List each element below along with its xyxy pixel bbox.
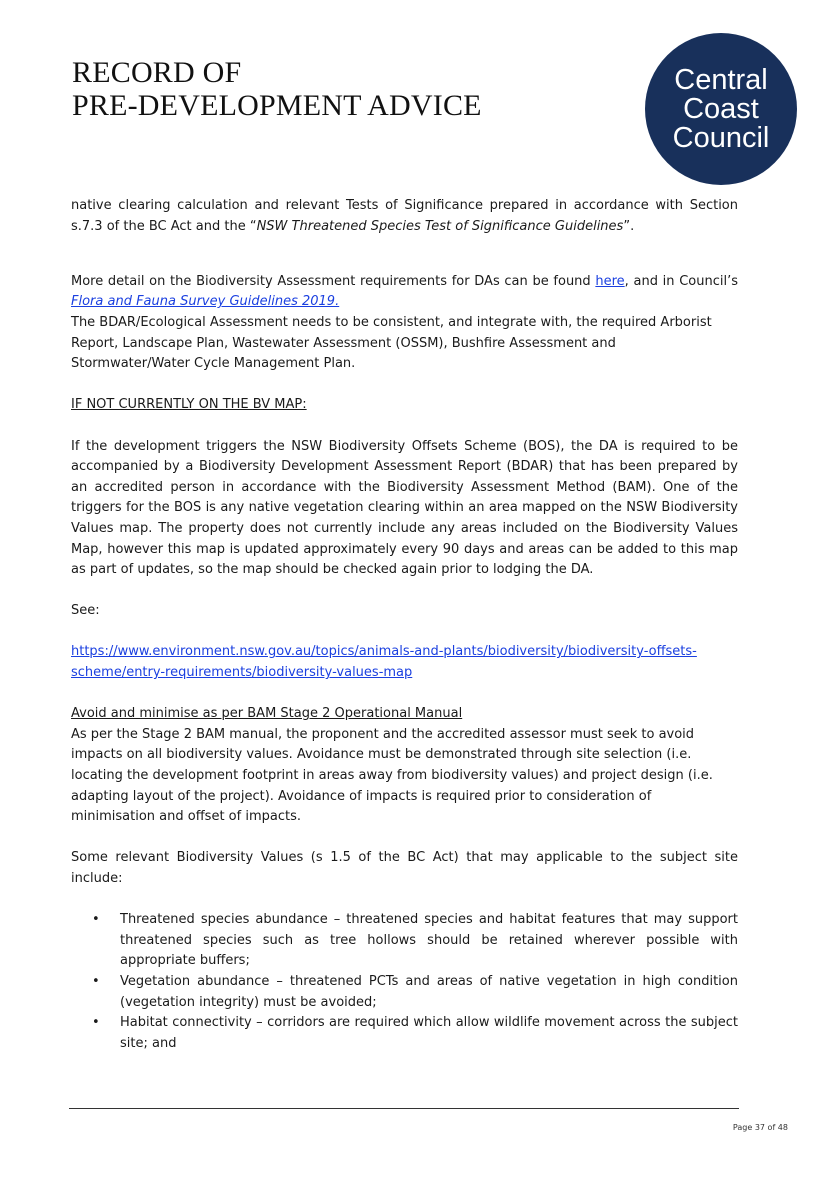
list-item — [71, 910, 738, 972]
logo-line-3: Council — [672, 121, 770, 154]
flora-fauna-guidelines-link[interactable]: Flora and Fauna Survey Guidelines 2019. — [71, 294, 340, 310]
biodiversity-values-list — [71, 910, 738, 1054]
footer-divider — [69, 1108, 739, 1109]
bv-map-link-line-1[interactable]: https://www.environment.nsw.gov.au/topics/animals-and-plants/biodiversity/biodiversity-offsets- — [71, 644, 697, 660]
heading-avoid-minimise: Avoid and minimise as per BAM Stage 2 Operational Manual — [71, 706, 463, 722]
p2-mid: , and in Council’s — [624, 273, 738, 289]
bullet-icon: • — [92, 1015, 100, 1031]
p2-text: More detail on the Biodiversity Assessment requirements for DAs can be found — [71, 273, 596, 289]
bv-map-url — [71, 642, 738, 683]
council-logo — [645, 33, 797, 185]
list-item-text: Vegetation abundance – threatened PCTs and areas of native vegetation in high condition (vegetation integrity) must be avoided; — [120, 973, 738, 1010]
heading-bv-map: IF NOT CURRENTLY ON THE BV MAP: — [71, 397, 307, 413]
title-line-1: RECORD OF — [72, 56, 242, 89]
here-link[interactable]: here — [595, 273, 625, 289]
list-item-text: Habitat connectivity – corridors are required which allow wildlife movement across the subject site; and — [120, 1015, 738, 1051]
paragraph-test-of-significance — [71, 196, 738, 237]
list-item — [71, 972, 738, 1013]
see-label: See: — [71, 603, 100, 619]
document-title — [72, 56, 592, 122]
document-body — [71, 196, 738, 1054]
list-item-text: Threatened species abundance – threatened species and habitat features that may support threatened species such as tree hollows should be retained wherever possible with appropriate buffers; — [120, 912, 738, 969]
list-item — [71, 1013, 738, 1054]
guidelines-title: NSW Threatened Species Test of Significance Guidelines — [256, 218, 624, 234]
page-number: Page 37 of 48 — [732, 1123, 788, 1132]
p1-text: native clearing calculation and relevant Tests of Significance prepared in accordance with Section s.7.3 of the BC Act and the “ — [71, 198, 738, 234]
bullet-icon: • — [92, 912, 100, 928]
p1-end: ”. — [623, 218, 635, 234]
bv-map-link-line-2[interactable]: scheme/entry-requirements/biodiversity-values-map — [71, 665, 413, 681]
paragraph-more-detail — [71, 272, 738, 313]
paragraph-bos-triggers: If the development triggers the NSW Biodiversity Offsets Scheme (BOS), the DA is required to be accompanied by a Biodiversity Development Assessment Report (BDAR) that has been prepared by an accredited person in accordance with the Biodiversity Assessment Method (BAM). One of the triggers for the BOS is any native vegetation clearing within an area mapped on the NSW Biodiversity Values map. The property does not currently include any areas included on the Biodiversity Values Map, however this map is updated approximately every 90 days and areas can be added to this map as part of updates, so the map should be checked again prior to lodging the DA. — [71, 438, 738, 578]
paragraph-bdar-consistency: The BDAR/Ecological Assessment needs to be consistent, and integrate with, the required Arborist Report, Landscape Plan, Wastewater Assessment (OSSM), Bushfire Assessment and Stormwater/Water Cycle Management Plan. — [71, 314, 712, 372]
title-line-2: PRE-DEVELOPMENT ADVICE — [72, 89, 482, 122]
paragraph-bam-stage-2: As per the Stage 2 BAM manual, the proponent and the accredited assessor must seek to avoid impacts on all biodiversity values. Avoidance must be demonstrated through site selection (i.e. locating the development footprint in areas away from biodiversity values) and project design (i.e. adapting layout of the project). Avoidance of impacts is required prior to consideration of minimisation and offset of impacts. — [71, 726, 713, 825]
logo-line-2: Coast — [683, 92, 759, 125]
paragraph-biodiversity-values: Some relevant Biodiversity Values (s 1.5 of the BC Act) that may applicable to the subject site include: — [71, 850, 738, 886]
bullet-icon: • — [92, 973, 100, 989]
logo-line-1: Central — [674, 63, 768, 96]
